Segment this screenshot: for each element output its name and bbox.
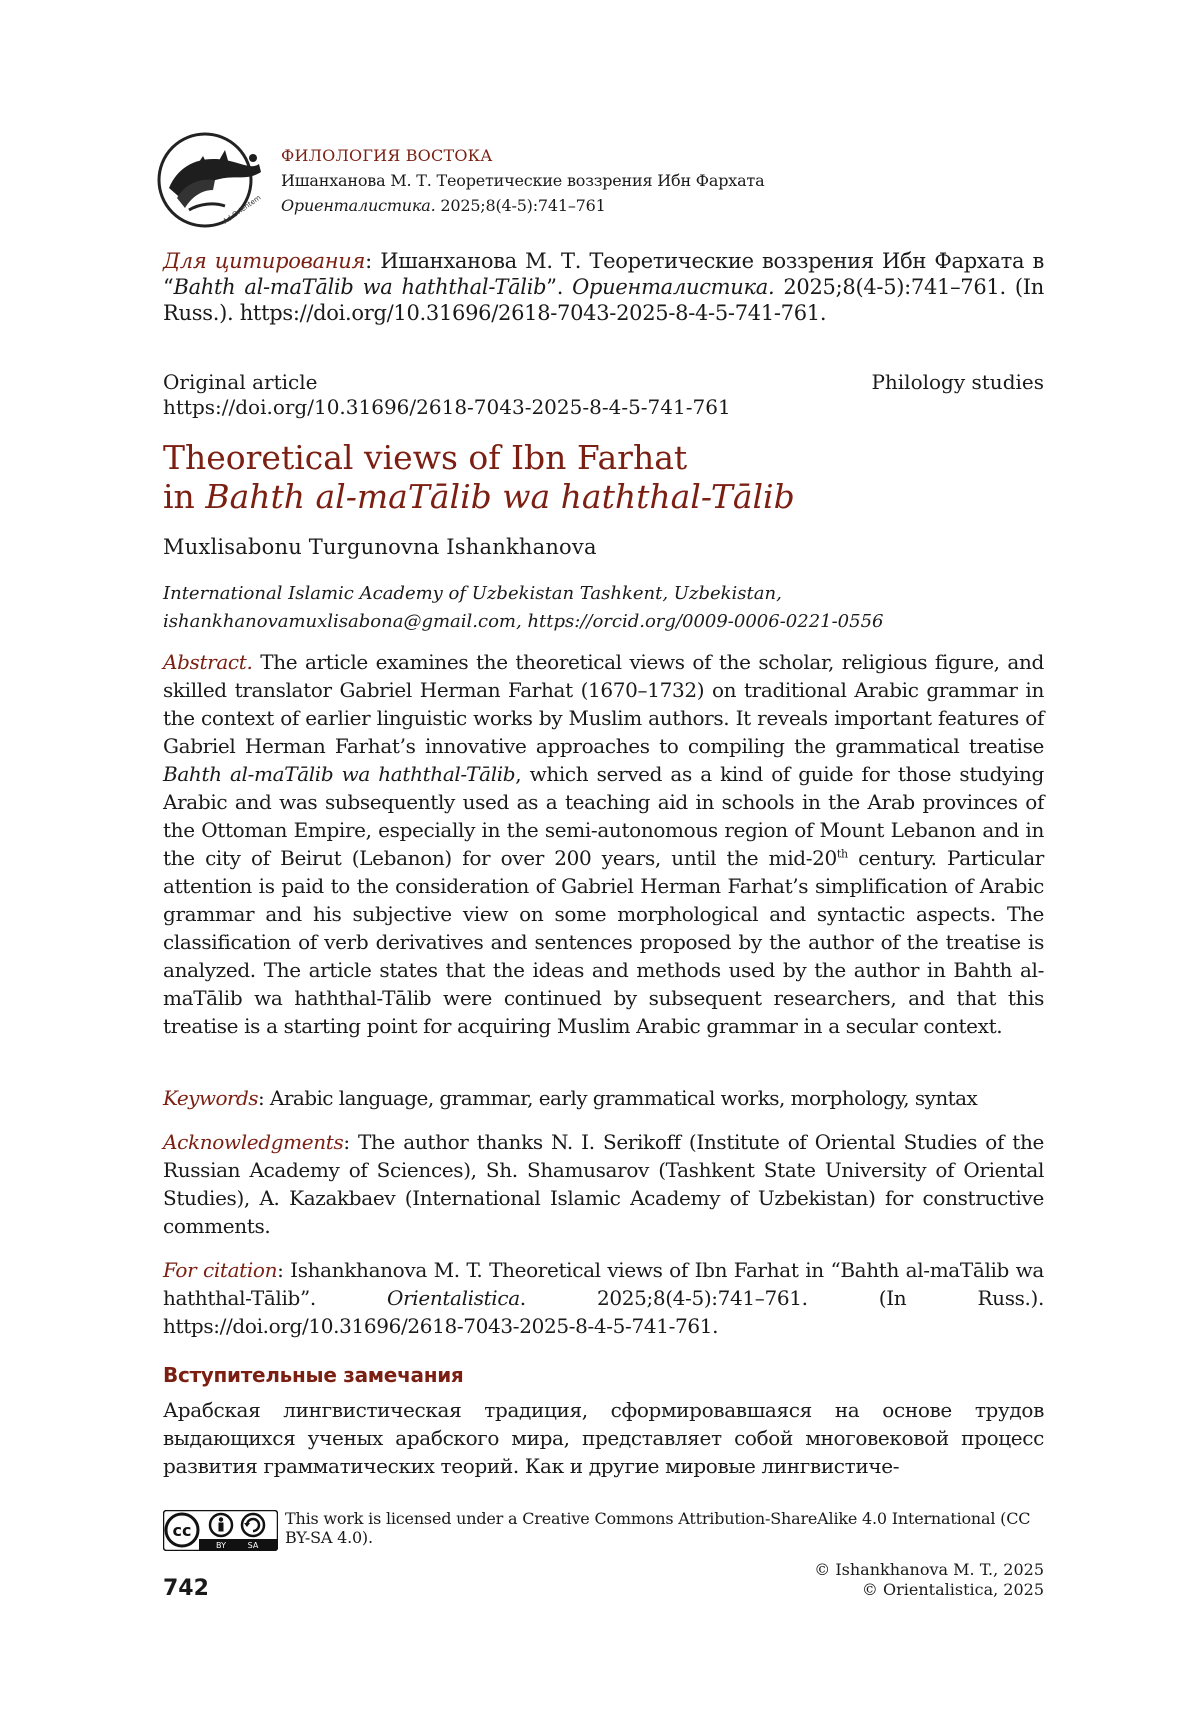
for-citation-text: : Ishankhanova M. T. Theoretical views of Ibn Farhat in “Bahth al-maTālib wa haththal-Tālib”. [163,1258,1044,1310]
article-doi-link[interactable]: https://doi.org/10.31696/2618-7043-2025-8-4-5-741-761 [163,395,731,419]
sa-badge-text: SA [247,1541,259,1550]
cc-badge-text: cc [172,1521,192,1540]
acknowledgments-text: : The author thanks N. I. Serikoff (Institute of Oriental Studies of the Russian Academy of Sciences), Sh. Shamusarov (Tashkent State University of Oriental Studies), A. Kazakbaev (International Islamic Academy of Uzbekistan) for constructive comments. [163,1130,1044,1238]
page-number: 742 [163,1576,209,1601]
affiliation-contact[interactable]: ishankhanovamuxlisabona@gmail.com, https://orcid.org/0009-0006-0221-0556 [163,611,884,632]
logo-text: Ad Orientem [221,193,263,226]
title-italic: Bahth al-maTālib wa haththal-Tālib [205,477,795,516]
for-citation-label: For citation [163,1258,278,1282]
title-prefix: in [163,477,206,516]
copyright [814,1560,1044,1600]
journal-issue [281,193,764,218]
acknowledgments [163,1128,1044,1240]
section-heading: Вступительные замечания [163,1363,464,1387]
title-line-2 [163,477,1044,516]
acknowledgments-label: Acknowledgments [163,1130,344,1154]
citation-ru-title: Bahth al-maTālib wa haththal-Tālib [173,275,547,299]
for-citation-journal: Orientalistica [387,1286,520,1310]
abstract-label: Abstract. [163,650,253,674]
license-text: This work is licensed under a Creative Commons Attribution-ShareAlike 4.0 International (CC BY-SA 4.0). [285,1509,1031,1547]
keywords [163,1084,1044,1112]
title-line-1: Theoretical views of Ibn Farhat [163,438,688,477]
for-citation [163,1256,1044,1340]
citation-ru-journal: Ориенталистика. [572,275,775,299]
abstract-text: The article examines the theoretical views of the scholar, religious figure, and skilled translator Gabriel Herman Farhat (1670–1732) on traditional Arabic grammar in the context of earlier linguistic works by Muslim authors. It reveals important features of Gabriel Herman Farhat’s innovative approaches to compiling the grammatical treatise [163,650,1044,758]
running-header [281,143,764,218]
article-title [163,438,1044,516]
abstract-superscript: th [836,847,848,861]
journal-name: Ориенталистика. [281,196,436,215]
for-citation-doi[interactable]: . 2025;8(4-5):741–761. (In Russ.). https://doi.org/10.31696/2618-7043-2025-8-4-5-741-761. [163,1286,1045,1338]
copyright-journal: © Orientalistica, 2025 [861,1580,1044,1599]
citation-ru [163,248,1044,326]
author-affiliation [163,580,1044,636]
abstract-text: century. Particular attention is paid to the consideration of Gabriel Herman Farhat’s simplification of Arabic grammar and his subjective view on some morphological and syntactic aspects. The classification of verb derivatives and sentences proposed by the author of the treatise is analyzed. The article states that the ideas and methods used by the author in Bahth al-maTālib wa haththal-Tālib were continued by subsequent researchers, and that this treatise is a starting point for acquiring Muslim Arabic grammar in a secular context. [163,846,1044,1038]
cc-by-sa-icon[interactable] [163,1510,278,1551]
citation-ru-text: ”. [546,275,573,299]
affiliation-institution: International Islamic Academy of Uzbekistan Tashkent, Uzbekistan, [163,583,782,604]
journal-section: ФИЛОЛОГИЯ ВОСТОКА [281,146,493,165]
section-text: Арабская лингвистическая традиция, сформировавшаяся на основе трудов выдающихся ученых арабского мира, представляет собой многовековой процесс развития грамматических теорий. Как и другие мировые лингвистиче- [163,1398,1044,1478]
abstract-title: Bahth al-maTālib wa haththal-Tālib [163,762,516,786]
article-type: Original article [163,370,318,394]
citation-ru-text: : Ишанханова М. Т. Теоретические воззрения Ибн Фархата в “ [163,249,1044,299]
issue-numbers: 2025;8(4-5):741–761 [435,196,606,215]
article-category: Philology studies [871,370,1044,394]
by-badge-text: BY [216,1541,226,1550]
abstract-text: , which served as a kind of guide for those studying Arabic and was subsequently used as a teaching aid in schools in the Arab provinces of the Ottoman Empire, especially in the semi-autonomous region of Mount Lebanon and in the city of Beirut (Lebanon) for over 200 years, until the mid-20 [163,762,1044,870]
keywords-label: Keywords [163,1086,258,1110]
short-title: Ишанханова М. Т. Теоретические воззрения Ибн Фархата [281,171,765,190]
copyright-author: © Ishankhanova M. T., 2025 [814,1560,1044,1579]
citation-ru-label: Для цитирования [163,249,366,273]
abstract [163,648,1044,1040]
citation-ru-doi[interactable]: 2025;8(4-5):741–761. (In Russ.). https://doi.org/10.31696/2618-7043-2025-8-4-5-741-761. [163,275,1045,325]
author-name: Muxlisabonu Turgunovna Ishankhanova [163,535,597,559]
keywords-text: : Arabic language, grammar, early grammatical works, morphology, syntax [257,1086,978,1110]
article-meta [163,370,1044,420]
journal-logo-icon [155,128,270,232]
